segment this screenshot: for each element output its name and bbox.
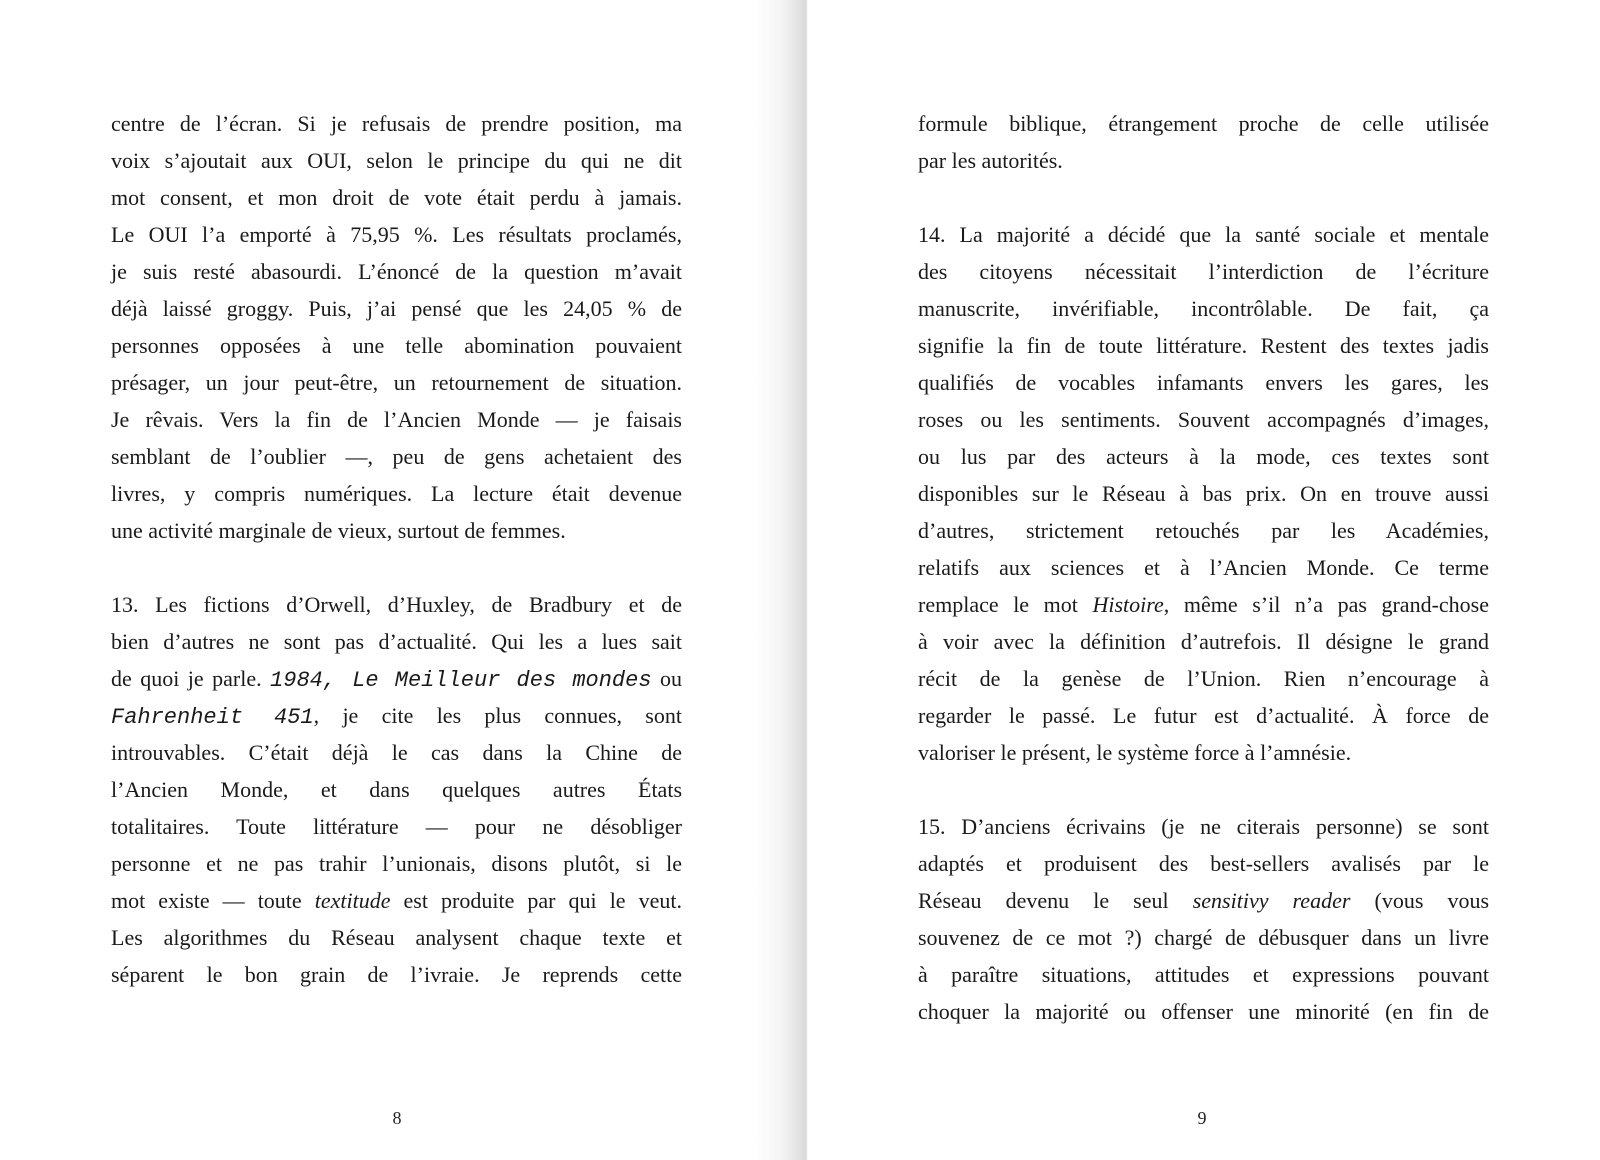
text-line: signifie la fin de toute littérature. Restent des textes jadis — [918, 333, 1489, 358]
text-line: adaptés et produisent des best-sellers avalisés par le — [918, 851, 1489, 876]
text-line: Le OUI l’a emporté à 75,95 %. Les résultats proclamés, — [111, 222, 682, 247]
text-run: Réseau devenu le seul — [918, 888, 1193, 913]
text-line: choquer la majorité ou offenser une minorité (en fin de — [918, 999, 1489, 1024]
text-line — [918, 882, 1489, 919]
text-line: manuscrite, invérifiable, incontrôlable. De fait, ça — [918, 296, 1489, 321]
italic-term-textitude: textitude — [314, 888, 391, 913]
page-number: 9 — [1197, 1108, 1207, 1128]
text-line: roses ou les sentiments. Souvent accompagnés d’images, — [918, 407, 1489, 432]
left-page-text — [111, 105, 682, 993]
text-line: introuvables. C’était déjà le cas dans la Chine de — [111, 740, 682, 765]
text-line — [918, 586, 1489, 623]
text-line: 13. Les fictions d’Orwell, d’Huxley, de Bradbury et de — [111, 592, 682, 617]
text-line: je suis resté abasourdi. L’énoncé de la question m’avait — [111, 259, 682, 284]
paragraph-12-end — [111, 105, 682, 549]
text-line: ou lus par des acteurs à la mode, ces textes sont — [918, 444, 1489, 469]
text-line: présager, un jour peut-être, un retournement de situation. — [111, 370, 682, 395]
text-line: des citoyens nécessitait l’interdiction de l’écriture — [918, 259, 1489, 284]
paragraph-15 — [918, 808, 1489, 1030]
text-line: disponibles sur le Réseau à bas prix. On en trouve aussi — [918, 481, 1489, 506]
text-run: , je cite les plus connues, sont — [313, 703, 682, 728]
italic-term-sensitivy-reader: sensitivy reader — [1192, 888, 1351, 913]
text-line: déjà laissé groggy. Puis, j’ai pensé que les 24,05 % de — [111, 296, 682, 321]
page-number: 8 — [392, 1108, 402, 1128]
text-run: (vous vous — [1350, 888, 1490, 913]
book-title-fahrenheit-451: Fahrenheit 451 — [111, 705, 314, 730]
text-line — [111, 660, 682, 697]
text-line: 14. La majorité a décidé que la santé sociale et mentale — [918, 222, 1489, 247]
text-line: totalitaires. Toute littérature — pour ne désobliger — [111, 814, 682, 839]
text-line: une activité marginale de vieux, surtout de femmes. — [111, 518, 566, 543]
paragraph-13-end — [918, 105, 1489, 179]
text-line: formule biblique, étrangement proche de celle utilisée — [918, 111, 1489, 136]
text-line: récit de la genèse de l’Union. Rien n’encourage à — [918, 666, 1489, 691]
text-line: souvenez de ce mot ?) chargé de débusquer dans un livre — [918, 925, 1489, 950]
text-run: est produite par qui le veut. — [390, 888, 682, 913]
text-run: remplace le mot — [918, 592, 1093, 617]
text-line: l’Ancien Monde, et dans quelques autres États — [111, 777, 682, 802]
right-page[interactable] — [800, 0, 1600, 1160]
text-line: valoriser le présent, le système force à l’amnésie. — [918, 740, 1352, 765]
text-line: semblant de l’oublier —, peu de gens achetaient des — [111, 444, 682, 469]
text-run: , même s’il n’a pas grand-chose — [1163, 592, 1489, 617]
text-line — [111, 882, 682, 919]
text-line — [111, 697, 682, 734]
text-line: mot consent, et mon droit de vote était perdu à jamais. — [111, 185, 682, 210]
text-line: à paraître situations, attitudes et expressions pouvant — [918, 962, 1489, 987]
text-line: regarder le passé. Le futur est d’actualité. À force de — [918, 703, 1489, 728]
text-run: de quoi je parle. — [111, 666, 271, 691]
text-line: Je rêvais. Vers la fin de l’Ancien Monde — je faisais — [111, 407, 682, 432]
text-line: livres, y compris numériques. La lecture était devenue — [111, 481, 682, 506]
paragraph-14 — [918, 216, 1489, 771]
text-line: à voir avec la définition d’autrefois. Il désigne le grand — [918, 629, 1489, 654]
right-page-text — [918, 105, 1489, 1030]
text-line: personne et ne pas trahir l’unionais, disons plutôt, si le — [111, 851, 682, 876]
text-line: par les autorités. — [918, 148, 1063, 173]
text-line: qualifiés de vocables infamants envers les gares, les — [918, 370, 1489, 395]
book-title-1984-meilleur-des-mondes: 1984, Le Meilleur des mondes — [270, 668, 652, 693]
text-line: centre de l’écran. Si je refusais de prendre position, ma — [111, 111, 682, 136]
italic-term-histoire: Histoire — [1092, 592, 1164, 617]
text-line: voix s’ajoutait aux OUI, selon le principe du qui ne dit — [111, 148, 682, 173]
text-line: séparent le bon grain de l’ivraie. Je reprends cette — [111, 962, 682, 987]
text-line: bien d’autres ne sont pas d’actualité. Qui les a lues sait — [111, 629, 682, 654]
text-run: mot existe — toute — [111, 888, 315, 913]
text-line: d’autres, strictement retouchés par les Académies, — [918, 518, 1489, 543]
text-line: 15. D’anciens écrivains (je ne citerais personne) se sont — [918, 814, 1489, 839]
text-line: personnes opposées à une telle abomination pouvaient — [111, 333, 682, 358]
paragraph-13 — [111, 586, 682, 993]
text-run: ou — [651, 666, 682, 691]
text-line: relatifs aux sciences et à l’Ancien Monde. Ce terme — [918, 555, 1489, 580]
text-line: Les algorithmes du Réseau analysent chaque texte et — [111, 925, 682, 950]
